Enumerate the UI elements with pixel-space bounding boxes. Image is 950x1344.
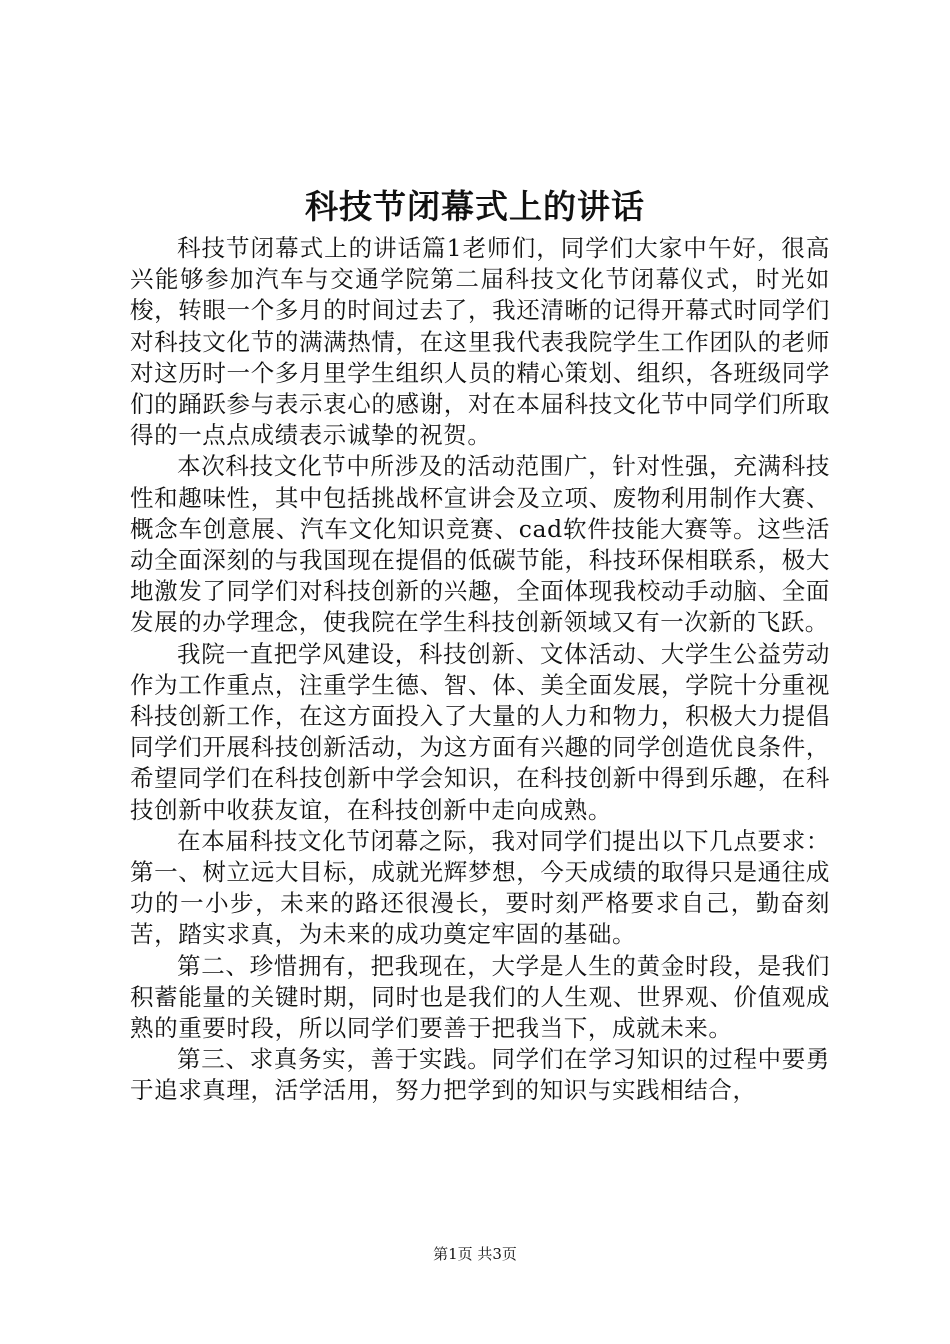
paragraph-1: 科技节闭幕式上的讲话篇1老师们，同学们大家中午好，很高兴能够参加汽车与交通学院第二届科技文化节闭幕仪式，时光如梭，转眼一个多月的时间过去了，我还清晰的记得开幕式时同学们对科技文化节的满满热情，在这里我代表我院学生工作团队的老师对这历时一个多月里学生组织人员的精心策划、组织，各班级同学们的踊跃参与表示衷心的感谢，对在本届科技文化节中同学们所取得的一点点成绩表示诚挚的祝贺。 <box>130 234 830 450</box>
paragraph-2: 本次科技文化节中所涉及的活动范围广，针对性强，充满科技性和趣味性，其中包括挑战杯宣讲会及立项、废物利用制作大赛、概念车创意展、汽车文化知识竞赛、cad软件技能大赛等。这些活动全面深刻的与我国现在提倡的低碳节能，科技环保相联系，极大地激发了同学们对科技创新的兴趣，全面体现我校动手动脑、全面发展的办学理念，使我院在学生科技创新领域又有一次新的飞跃。 <box>130 452 830 637</box>
paragraph-6: 第三、求真务实，善于实践。同学们在学习知识的过程中要勇于追求真理，活学活用，努力把学到的知识与实践相结合， <box>130 1045 830 1105</box>
document-title: 科技节闭幕式上的讲话 <box>305 187 645 226</box>
paragraph-4: 在本届科技文化节闭幕之际，我对同学们提出以下几点要求：第一、树立远大目标，成就光辉梦想，今天成绩的取得只是通往成功的一小步，未来的路还很漫长，要时刻严格要求自己，勤奋刻苦，踏实求真，为未来的成功奠定牢固的基础。 <box>130 826 830 949</box>
paragraph-3: 我院一直把学风建设，科技创新、文体活动、大学生公益劳动作为工作重点，注重学生德、智、体、美全面发展，学院十分重视科技创新工作，在这方面投入了大量的人力和物力，积极大力提倡同学们开展科技创新活动，为这方面有兴趣的同学创造优良条件，希望同学们在科技创新中学会知识，在科技创新中得到乐趣，在科技创新中收获友谊，在科技创新中走向成熟。 <box>130 639 830 824</box>
document-body <box>130 233 830 1107</box>
page-number-footer: 第1页 共3页 <box>433 1245 517 1263</box>
paragraph-5: 第二、珍惜拥有，把我现在，大学是人生的黄金时段，是我们积蓄能量的关键时期，同时也是我们的人生观、世界观、价值观成熟的重要时段，所以同学们要善于把我当下，成就未来。 <box>130 951 830 1043</box>
